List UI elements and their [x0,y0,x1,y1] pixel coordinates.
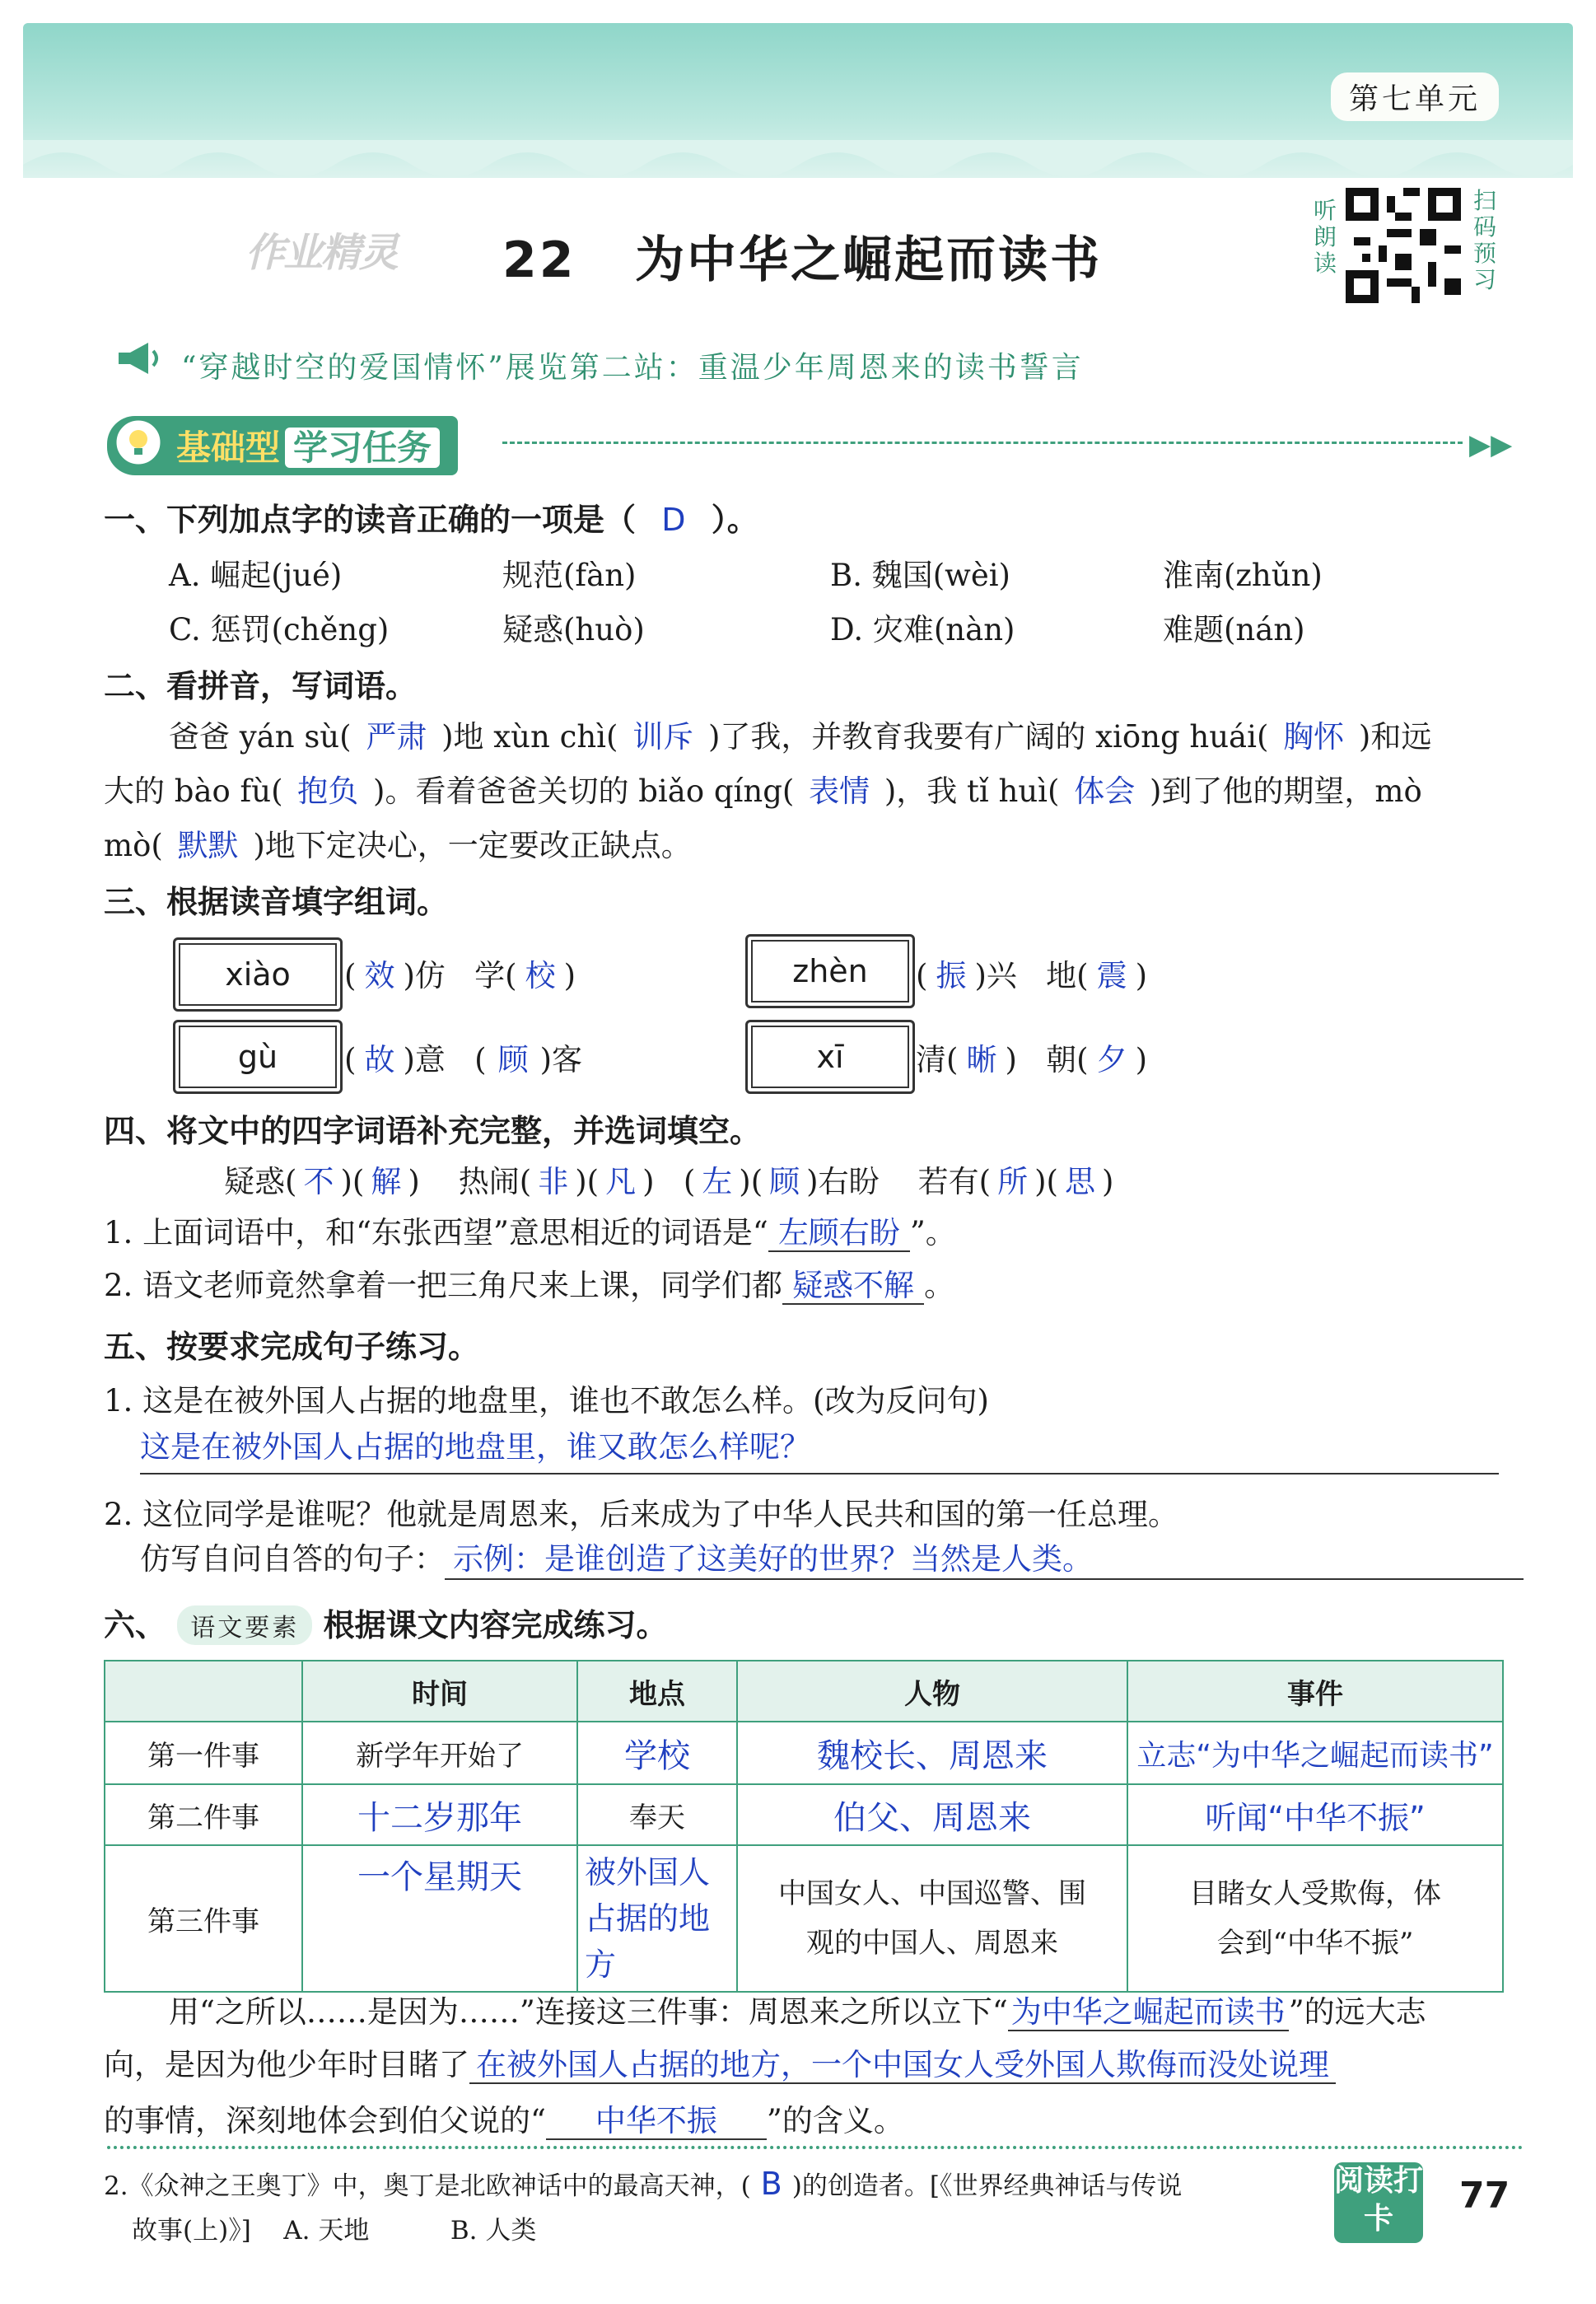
table-cell: 第一件事 [105,1722,302,1784]
q2-answer: 训斥 [632,719,694,755]
q3-title: 三、根据读音填字组词。 [104,884,449,920]
table-header: 人物 [737,1661,1127,1722]
q1-answer: D [661,502,686,538]
qr-right-label: 扫码预习 [1472,187,1496,293]
q2-text: )地 xùn chì( [441,719,618,755]
q5-sentence1: 1. 这是在被外国人占据的地盘里，谁也不敢怎么样。(改为反问句) [104,1383,989,1418]
q1-option-b1: B. 魏国(wèi) [830,558,1010,593]
q3-group3: ( 故 )意 ( 顾 )客 [344,1042,583,1077]
q5-sentence2: 2. 这位同学是谁呢？他就是周恩来，后来成为了中华人民共和国的第一任总理。 [104,1497,1179,1532]
table-cell: 目睹女人受欺侮，体会到“中华不振” [1127,1845,1503,1992]
q1-title-close: ）。 [711,502,758,538]
q1-option-b2: 淮南(zhǔn) [1163,558,1323,593]
page-number: 77 [1459,2175,1510,2217]
option-a: A. 天地 [283,2216,370,2246]
table-cell: 中国女人、中国巡警、围观的中国人、周恩来 [737,1845,1127,1992]
q2-text: )。看着爸爸关切的 biǎo qíng( [373,773,795,809]
q5-title: 五、按要求完成句子练习。 [104,1329,480,1365]
q1-option-c2: 疑惑(huò) [502,612,645,647]
lightbulb-icon [114,418,163,470]
section-divider [502,442,1463,444]
q4-title: 四、将文中的四字词语补充完整，并选词填空。 [104,1113,762,1149]
q1-title [104,494,758,540]
table-header: 地点 [577,1661,737,1722]
q4-words: 疑惑( 不 )( 解 ) 热闹( 非 )( 凡 ) ( 左 )( 顾 )右盼 若有( 所 )( 思 ) [224,1164,1114,1199]
q4-sentence1: 1. 上面词语中，和“东张西望”意思相近的词语是“ 左顾右盼 ”。 [104,1215,956,1250]
q6-title: 六、 语文要素 根据课文内容完成练习。 [104,1607,668,1643]
table-cell-answer: 学校 [577,1722,737,1784]
q1-option-c1: C. 惩罚(chěng) [169,612,390,647]
q2-answer: 严肃 [366,719,427,755]
q2-answer: 胸怀 [1283,719,1345,755]
lesson-title-text: 为中华之崛起而读书 [635,231,1103,289]
footer-divider [107,2146,1524,2149]
footer-question-line2: 故事(上)》] A. 天地 B. 人类 [132,2216,537,2246]
table-cell-answer: 听闻“中华不振” [1127,1784,1503,1845]
q2-text: )，我 tǐ huì( [884,773,1060,809]
table-cell-answer: 魏校长、周恩来 [737,1722,1127,1784]
qr-left-label: 听朗读 [1313,197,1337,277]
q2-answer: 表情 [809,773,870,809]
q2-text: )了我，并教育我要有广阔的 xiōng huái( [707,719,1269,755]
option-b: B. 人类 [450,2216,537,2246]
q2-text: )和远 [1358,719,1432,755]
pinyin-box-zhen: zhèn [745,934,915,1008]
q6-para-line2: 向，是因为他少年时目睹了 在被外国人占据的地方，一个中国女人受外国人欺侮而没处说理 [104,2040,1336,2084]
megaphone-icon [115,339,161,381]
table-cell: 第二件事 [105,1784,302,1845]
q3-group4: 清( 晰 ) 朝( 夕 ) [916,1042,1148,1077]
table-row [105,1845,1503,1992]
q2-text: mò( [104,828,163,863]
pinyin-box-xi: xī [745,1020,915,1094]
q1-option-a2: 规范(fàn) [502,558,637,593]
footer-question: 2.《众神之王奥丁》中，奥丁是北欧神话中的最高天神，( B )的创造者。[《世界经典神话与传说 [104,2166,1183,2202]
pinyin-box-gu: gù [173,1020,343,1094]
q6-para-line3: 的事情，深刻地体会到伯父说的“ 中华不振 ”的含义。 [104,2103,904,2138]
q5-line2: 仿写自问自答的句子： 示例：是谁创造了这美好的世界？当然是人类。 [140,1534,1499,1580]
q2-answer: 体会 [1074,773,1136,809]
section-part1: 基础型 [176,428,281,468]
subtitle: “穿越时空的爱国情怀”展览第二站：重温少年周恩来的读书誓言 [181,351,1084,385]
q1-option-d1: D. 灾难(nàn) [830,612,1015,647]
table-cell: 第三件事 [105,1845,302,1992]
q2-line3 [104,820,692,865]
q3-group2: ( 振 )兴 地( 震 ) [916,958,1148,993]
table-header-row [105,1661,1503,1722]
q2-answer: 抱负 [297,773,359,809]
q2-text: )地下定决心，一定要改正缺点。 [253,828,692,863]
q5-answer1: 这是在被外国人占据的地盘里，谁又敢怎么样呢？ [140,1422,1499,1474]
q3-group1: ( 效 )仿 学( 校 ) [344,958,576,993]
table-cell-answer: 伯父、周恩来 [737,1784,1127,1845]
q1-option-d2: 难题(nán) [1163,612,1305,647]
table-header: 时间 [302,1661,577,1722]
table-cell-answer: 十二岁那年 [302,1784,577,1845]
pinyin-box-xiao: xiào [173,937,343,1012]
q2-line1 [169,712,1431,756]
lesson-number: 22 [502,231,576,289]
q2-text: )到了他的期望，mò [1149,773,1422,809]
table-header [105,1661,302,1722]
table-row [105,1784,1503,1845]
q2-title: 二、看拼音，写词语。 [104,668,418,704]
table-cell-answer: 一个星期天 [302,1845,577,1992]
q4-sentence2: 2. 语文老师竟然拿着一把三角尺来上课，同学们都 疑惑不解 。 [104,1268,955,1303]
unit-label: 第七单元 [1331,72,1499,121]
lesson-title [502,221,1102,292]
q6-tag: 语文要素 [177,1605,312,1645]
section-part2: 学习任务 [285,428,440,468]
q2-answer: 默默 [177,828,239,863]
table-header: 事件 [1127,1661,1503,1722]
table-row [105,1722,1503,1784]
q2-line2 [104,766,1422,811]
reading-checkin-badge[interactable]: 阅读打卡 [1334,2162,1423,2243]
q1-option-a1: A. 崛起(jué) [169,558,343,593]
q2-text: 大的 bào fù( [104,773,283,809]
table-cell: 新学年开始了 [302,1722,577,1784]
q1-title-text: 一、下列加点字的读音正确的一项是（ [104,502,637,538]
table-cell: 奉天 [577,1784,737,1845]
q6-para-line1: 用“之所以……是因为……”连接这三件事：周恩来之所以立下“ 为中华之崛起而读书 ”的远大志 [169,1994,1426,2030]
table-cell-answer: 被外国人占据的地方 [577,1845,737,1992]
q2-text: 爸爸 yán sù( [169,719,352,755]
qr-code-icon [1346,188,1461,303]
arrow-icon: ▶▶ [1469,428,1513,461]
logo: 作业精灵 [245,230,398,276]
qr-code[interactable] [1346,188,1461,303]
header-wave [23,140,1573,189]
events-table [104,1660,1504,1993]
table-cell-answer: 立志“为中华之崛起而读书” [1127,1722,1503,1784]
